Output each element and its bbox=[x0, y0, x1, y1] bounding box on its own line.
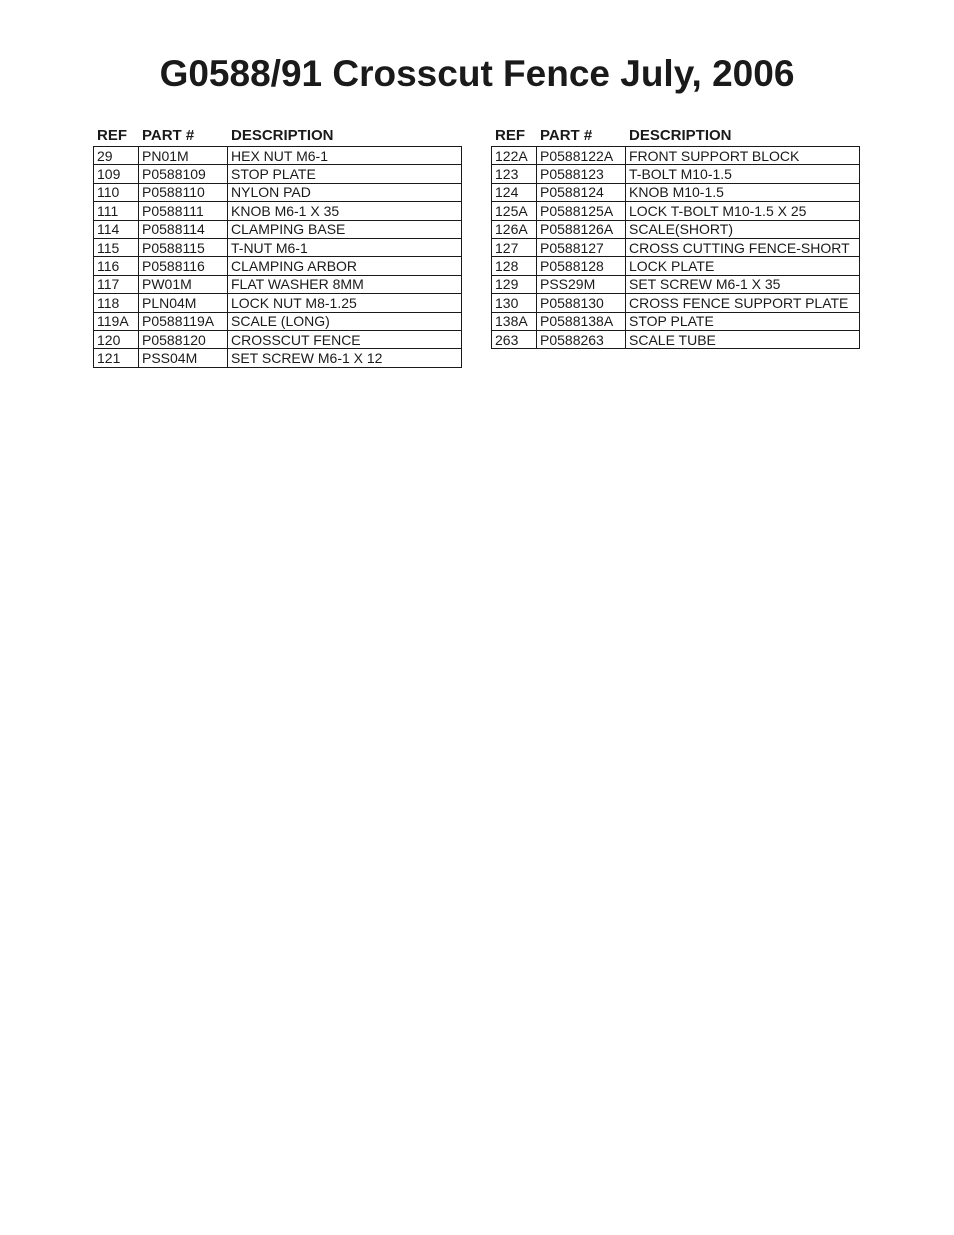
parts-list-left bbox=[93, 124, 461, 368]
table-row bbox=[94, 220, 462, 238]
ref-cell: 118 bbox=[94, 294, 139, 312]
table-row bbox=[94, 165, 462, 183]
table-row bbox=[492, 294, 860, 312]
table-row bbox=[94, 349, 462, 367]
header-row bbox=[93, 124, 461, 146]
table-row bbox=[94, 183, 462, 201]
table-row bbox=[492, 275, 860, 293]
ref-cell: 121 bbox=[94, 349, 139, 367]
description-cell: KNOB M6-1 X 35 bbox=[228, 202, 462, 220]
header-ref: REF bbox=[97, 126, 127, 144]
description-cell: LOCK PLATE bbox=[626, 257, 860, 275]
part-number-cell: PLN04M bbox=[139, 294, 228, 312]
table-row bbox=[94, 294, 462, 312]
ref-cell: 117 bbox=[94, 275, 139, 293]
table-row bbox=[94, 147, 462, 165]
part-number-cell: P0588120 bbox=[139, 330, 228, 348]
table-row bbox=[492, 257, 860, 275]
ref-cell: 128 bbox=[492, 257, 537, 275]
ref-cell: 129 bbox=[492, 275, 537, 293]
table-row bbox=[492, 312, 860, 330]
part-number-cell: PSS29M bbox=[537, 275, 626, 293]
ref-cell: 114 bbox=[94, 220, 139, 238]
table-row bbox=[94, 202, 462, 220]
header-description: DESCRIPTION bbox=[231, 126, 334, 144]
part-number-cell: P0588138A bbox=[537, 312, 626, 330]
ref-cell: 111 bbox=[94, 202, 139, 220]
part-number-cell: P0588114 bbox=[139, 220, 228, 238]
part-number-cell: P0588122A bbox=[537, 147, 626, 165]
part-number-cell: P0588115 bbox=[139, 238, 228, 256]
page-title: G0588/91 Crosscut Fence July, 2006 bbox=[159, 53, 795, 94]
table-row bbox=[492, 238, 860, 256]
ref-cell: 125A bbox=[492, 202, 537, 220]
header-part-number: PART # bbox=[540, 126, 593, 144]
description-cell: LOCK NUT M8-1.25 bbox=[228, 294, 462, 312]
ref-cell: 115 bbox=[94, 238, 139, 256]
ref-cell: 119A bbox=[94, 312, 139, 330]
part-number-cell: P0588125A bbox=[537, 202, 626, 220]
table-row bbox=[94, 275, 462, 293]
header-ref: REF bbox=[495, 126, 525, 144]
description-cell: FLAT WASHER 8MM bbox=[228, 275, 462, 293]
part-number-cell: P0588123 bbox=[537, 165, 626, 183]
part-number-cell: P0588111 bbox=[139, 202, 228, 220]
part-number-cell: P0588109 bbox=[139, 165, 228, 183]
ref-cell: 120 bbox=[94, 330, 139, 348]
description-cell: SET SCREW M6-1 X 35 bbox=[626, 275, 860, 293]
part-number-cell: P0588128 bbox=[537, 257, 626, 275]
header-part-number: PART # bbox=[142, 126, 195, 144]
parts-table-right bbox=[491, 146, 860, 349]
part-number-cell: P0588130 bbox=[537, 294, 626, 312]
description-cell: KNOB M10-1.5 bbox=[626, 183, 860, 201]
ref-cell: 127 bbox=[492, 238, 537, 256]
ref-cell: 124 bbox=[492, 183, 537, 201]
description-cell: CLAMPING BASE bbox=[228, 220, 462, 238]
description-cell: SCALE(SHORT) bbox=[626, 220, 860, 238]
part-number-cell: P0588124 bbox=[537, 183, 626, 201]
description-cell: SCALE TUBE bbox=[626, 330, 860, 348]
parts-table-left bbox=[93, 146, 462, 368]
part-number-cell: P0588263 bbox=[537, 330, 626, 348]
header-row bbox=[491, 124, 859, 146]
description-cell: CLAMPING ARBOR bbox=[228, 257, 462, 275]
table-row bbox=[492, 330, 860, 348]
table-row bbox=[492, 165, 860, 183]
ref-cell: 109 bbox=[94, 165, 139, 183]
table-row bbox=[492, 183, 860, 201]
ref-cell: 110 bbox=[94, 183, 139, 201]
description-cell: SET SCREW M6-1 X 12 bbox=[228, 349, 462, 367]
part-number-cell: P0588126A bbox=[537, 220, 626, 238]
ref-cell: 130 bbox=[492, 294, 537, 312]
description-cell: FRONT SUPPORT BLOCK bbox=[626, 147, 860, 165]
description-cell: NYLON PAD bbox=[228, 183, 462, 201]
table-row bbox=[492, 220, 860, 238]
description-cell: T-NUT M6-1 bbox=[228, 238, 462, 256]
description-cell: LOCK T-BOLT M10-1.5 X 25 bbox=[626, 202, 860, 220]
table-row bbox=[94, 238, 462, 256]
header-description: DESCRIPTION bbox=[629, 126, 732, 144]
table-row bbox=[94, 312, 462, 330]
ref-cell: 126A bbox=[492, 220, 537, 238]
ref-cell: 263 bbox=[492, 330, 537, 348]
part-number-cell: P0588119A bbox=[139, 312, 228, 330]
parts-list-right bbox=[491, 124, 859, 349]
description-cell: STOP PLATE bbox=[626, 312, 860, 330]
part-number-cell: P0588110 bbox=[139, 183, 228, 201]
description-cell: T-BOLT M10-1.5 bbox=[626, 165, 860, 183]
description-cell: HEX NUT M6-1 bbox=[228, 147, 462, 165]
description-cell: CROSS CUTTING FENCE-SHORT bbox=[626, 238, 860, 256]
description-cell: CROSSCUT FENCE bbox=[228, 330, 462, 348]
part-number-cell: PN01M bbox=[139, 147, 228, 165]
ref-cell: 123 bbox=[492, 165, 537, 183]
table-row bbox=[492, 147, 860, 165]
ref-cell: 29 bbox=[94, 147, 139, 165]
description-cell: CROSS FENCE SUPPORT PLATE bbox=[626, 294, 860, 312]
part-number-cell: PSS04M bbox=[139, 349, 228, 367]
part-number-cell: P0588116 bbox=[139, 257, 228, 275]
description-cell: STOP PLATE bbox=[228, 165, 462, 183]
table-row bbox=[94, 330, 462, 348]
ref-cell: 122A bbox=[492, 147, 537, 165]
description-cell: SCALE (LONG) bbox=[228, 312, 462, 330]
table-row bbox=[94, 257, 462, 275]
table-row bbox=[492, 202, 860, 220]
part-number-cell: P0588127 bbox=[537, 238, 626, 256]
ref-cell: 116 bbox=[94, 257, 139, 275]
ref-cell: 138A bbox=[492, 312, 537, 330]
part-number-cell: PW01M bbox=[139, 275, 228, 293]
